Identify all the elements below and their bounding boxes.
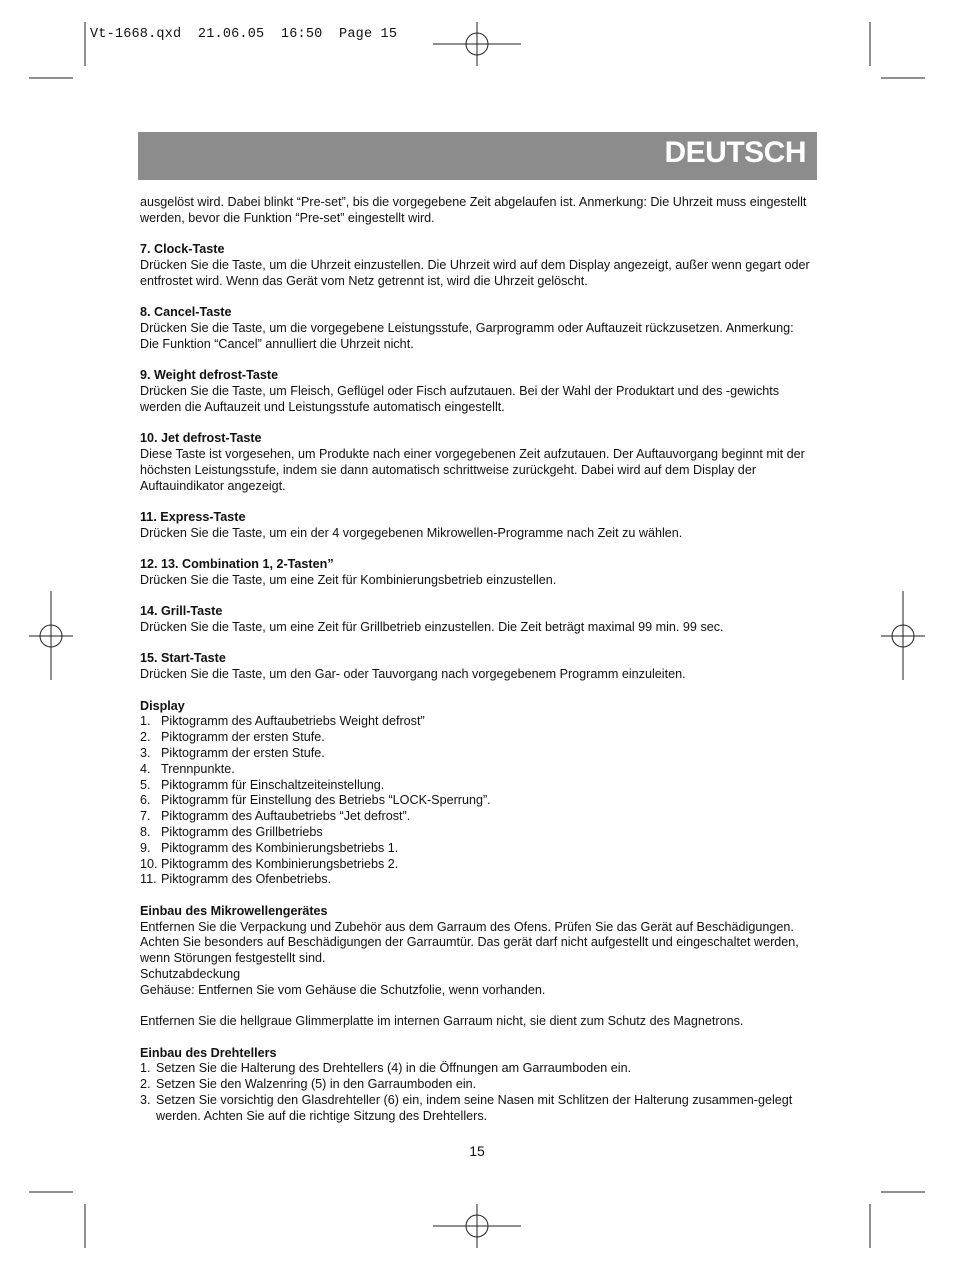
list-text: Piktogramm des Grillbetriebs xyxy=(161,825,323,840)
section-heading: 15. Start-Taste xyxy=(140,651,226,666)
list-item xyxy=(140,841,810,857)
section-text: Drücken Sie die Taste, um den Gar- oder Tauvorgang nach vorgegebenem Programm einzuleiten. xyxy=(140,667,686,682)
list-text: Setzen Sie vorsichtig den Glasdrehteller (6) ein, indem seine Nasen mit Schlitzen der Halterung zusammen-gelegt werden. Achten Sie auf die richtige Sitzung des Drehtellers. xyxy=(156,1092,793,1123)
section-turntable xyxy=(140,1046,810,1125)
list-text: Piktogramm der ersten Stufe. xyxy=(161,746,325,761)
section-start xyxy=(140,651,810,683)
list-item xyxy=(140,746,810,762)
list-text: Piktogramm für Einschaltzeiteinstellung. xyxy=(161,777,385,792)
list-item xyxy=(140,714,810,730)
list-item xyxy=(140,825,810,841)
print-slug: Vt-1668.qxd 21.06.05 16:50 Page 15 xyxy=(90,27,398,42)
list-number: 1. xyxy=(140,714,151,729)
intro-section xyxy=(140,195,810,227)
section-text: Drücken Sie die Taste, um die Uhrzeit einzustellen. Die Uhrzeit wird auf dem Display angezeigt, außer wenn gegart oder entfrostet wird. Wenn das Gerät vom Netz getrennt ist, wird die Uhrzeit gelöscht. xyxy=(140,257,810,288)
list-number: 2. xyxy=(140,730,151,745)
section-express xyxy=(140,510,810,542)
installation-text: Schutzabdeckung xyxy=(140,967,241,982)
section-heading: 14. Grill-Taste xyxy=(140,604,223,619)
section-weight-defrost xyxy=(140,368,810,415)
section-combination xyxy=(140,557,810,589)
installation-text: Gehäuse: Entfernen Sie vom Gehäuse die Schutzfolie, wenn vorhanden. xyxy=(140,982,546,997)
banner-title: DEUTSCH xyxy=(664,136,806,169)
section-installation xyxy=(140,904,810,999)
list-number: 2. xyxy=(140,1077,151,1092)
list-text: Piktogramm des Kombinierungsbetriebs 2. xyxy=(161,856,399,871)
display-list xyxy=(140,714,810,888)
list-text: Setzen Sie den Walzenring (5) in den Garraumboden ein. xyxy=(156,1077,477,1092)
section-cancel xyxy=(140,305,810,352)
section-heading: 8. Cancel-Taste xyxy=(140,305,232,320)
section-heading: 9. Weight defrost-Taste xyxy=(140,368,279,383)
list-item xyxy=(140,872,810,888)
section-grill xyxy=(140,604,810,636)
intro-text: ausgelöst wird. Dabei blinkt “Pre-set”, bis die vorgegebene Zeit abgelaufen ist. Anmerkung: Die Uhrzeit muss eingestellt werden, bevor die Funktion “Pre-set” eingestellt wird. xyxy=(140,195,807,225)
page-number: 15 xyxy=(469,1143,485,1159)
section-heading: 12. 13. Combination 1, 2-Tasten” xyxy=(140,557,334,572)
list-number: 3. xyxy=(140,1092,151,1107)
registration-mark-top xyxy=(433,22,521,66)
turntable-list xyxy=(140,1061,810,1124)
section-installation-note xyxy=(140,1014,810,1030)
list-number: 9. xyxy=(140,840,151,855)
language-banner xyxy=(138,132,817,180)
installation-heading: Einbau des Mikrowellengerätes xyxy=(140,903,328,918)
list-text: Piktogramm des Ofenbetriebs. xyxy=(161,872,332,887)
list-number: 1. xyxy=(140,1061,151,1076)
list-item xyxy=(140,778,810,794)
manual-content xyxy=(140,195,810,1125)
turntable-heading: Einbau des Drehtellers xyxy=(140,1045,277,1060)
section-text: Drücken Sie die Taste, um eine Zeit für Kombinierungsbetrieb einzustellen. xyxy=(140,572,557,587)
list-text: Trennpunkte. xyxy=(161,761,235,776)
list-number: 11. xyxy=(140,872,157,887)
section-clock xyxy=(140,242,810,289)
list-number: 3. xyxy=(140,746,151,761)
display-heading: Display xyxy=(140,698,185,713)
list-number: 7. xyxy=(140,809,151,824)
section-heading: 10. Jet defrost-Taste xyxy=(140,431,262,446)
registration-mark-right xyxy=(881,591,925,680)
section-text: Drücken Sie die Taste, um Fleisch, Geflügel oder Fisch aufzutauen. Bei der Wahl der Produktart und des -gewichts werden die Auftauzeit und Leistungsstufe automatisch eingestellt. xyxy=(140,383,780,414)
list-item xyxy=(140,793,810,809)
list-item xyxy=(140,1061,810,1077)
list-text: Piktogramm des Auftaubetriebs Weight defrost” xyxy=(161,714,425,729)
section-text: Drücken Sie die Taste, um ein der 4 vorgegebenen Mikrowellen-Programme nach Zeit zu wählen. xyxy=(140,525,683,540)
list-text: Setzen Sie die Halterung des Drehtellers (4) in die Öffnungen am Garraumboden ein. xyxy=(156,1061,632,1076)
list-number: 5. xyxy=(140,777,151,792)
list-number: 4. xyxy=(140,761,151,776)
list-text: Piktogramm des Auftaubetriebs “Jet defrost”. xyxy=(161,809,411,824)
list-item xyxy=(140,1093,810,1125)
section-heading: 7. Clock-Taste xyxy=(140,242,225,257)
registration-mark-left xyxy=(29,591,73,680)
installation-text: Entfernen Sie die Verpackung und Zubehör aus dem Garraum des Ofens. Prüfen Sie das Gerät auf Beschädigungen. Achten Sie besonders auf Beschädigungen der Garraumtür. Das gerät darf nicht aufgestellt und eingeschaltet werden, wenn Störungen festgestellt sind. xyxy=(140,919,799,966)
section-text: Diese Taste ist vorgesehen, um Produkte nach einer vorgegebenen Zeit aufzutauen. Der Auftauvorgang beginnt mit der höchsten Leistungsstufe, indem sie dann automatisch schrittweise zurückgeht. Dabei wird auf dem Display der Auftauindikator angezeigt. xyxy=(140,446,805,493)
registration-mark-bottom xyxy=(433,1204,521,1248)
section-text: Drücken Sie die Taste, um eine Zeit für Grillbetrieb einzustellen. Die Zeit beträgt maximal 99 min. 99 sec. xyxy=(140,620,724,635)
list-item xyxy=(140,809,810,825)
list-number: 8. xyxy=(140,825,151,840)
list-item xyxy=(140,857,810,873)
section-heading: 11. Express-Taste xyxy=(140,509,246,524)
installation-note: Entfernen Sie die hellgraue Glimmerplatte im internen Garraum nicht, sie dient zum Schutz des Magnetrons. xyxy=(140,1014,744,1029)
section-display xyxy=(140,699,810,889)
list-text: Piktogramm des Kombinierungsbetriebs 1. xyxy=(161,840,399,855)
section-text: Drücken Sie die Taste, um die vorgegebene Leistungsstufe, Garprogramm oder Auftauzeit rückzusetzen. Anmerkung: Die Funktion “Cancel” annulliert die Uhrzeit nicht. xyxy=(140,320,794,351)
list-number: 6. xyxy=(140,793,151,808)
section-jet-defrost xyxy=(140,431,810,494)
list-text: Piktogramm der ersten Stufe. xyxy=(161,730,325,745)
list-number: 10. xyxy=(140,856,158,871)
list-item xyxy=(140,730,810,746)
list-item xyxy=(140,762,810,778)
list-text: Piktogramm für Einstellung des Betriebs “LOCK-Sperrung”. xyxy=(161,793,491,808)
list-item xyxy=(140,1077,810,1093)
